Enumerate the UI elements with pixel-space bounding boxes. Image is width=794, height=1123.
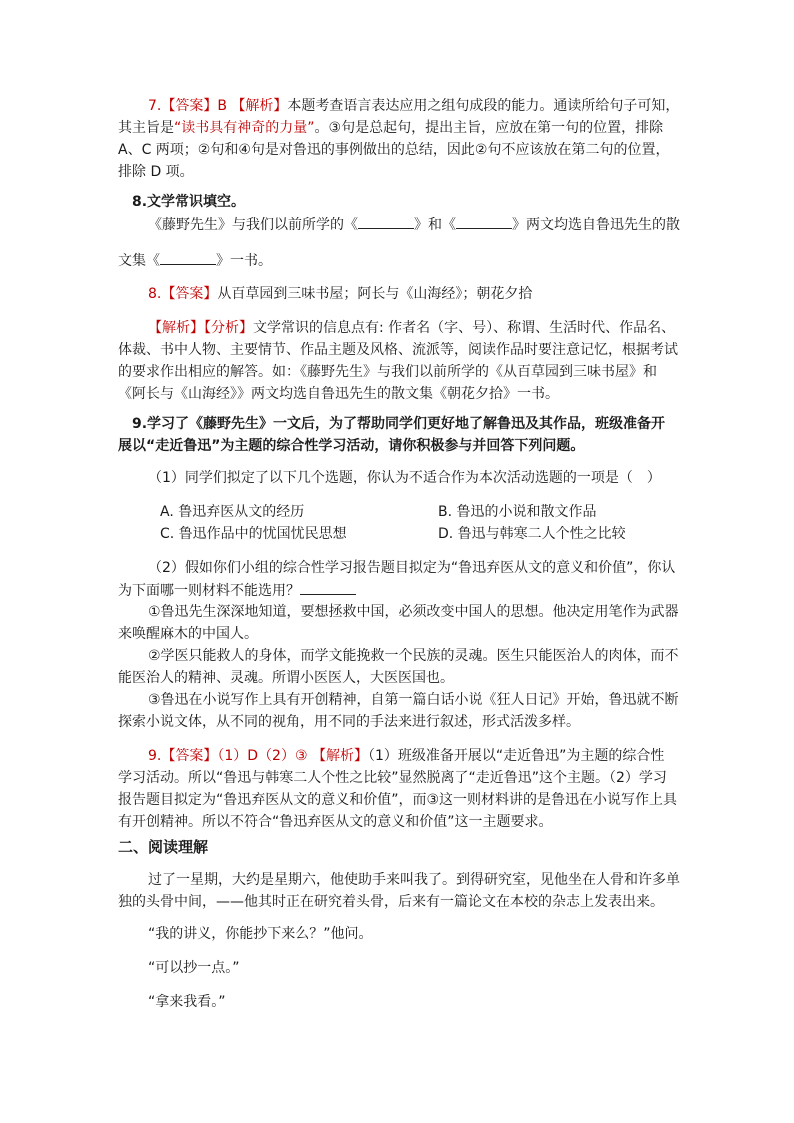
q9-material-2-line-2: 能医治人的精神、灵魂。所谓小医医人，大医医国也。 [118, 670, 454, 686]
q7-text-1: 本题考查语言表达应用之组句成段的能力。通读所给句子可知， [287, 98, 680, 114]
q9-analysis-line-4: 有开创精神。所以不符合“鲁迅弃医从文的意义和价值”这一主题要求。 [118, 814, 553, 830]
q8-analysis-line-1 [148, 318, 675, 338]
q8-text-1b: 》和《 [414, 217, 456, 233]
q9-sub2-text-2: 为下面哪一则材料不能选用？ [118, 583, 300, 599]
q8-analysis-text-1: 文学常识的信息点有: 作者名（字、号）、称谓、生活时代、作品名、 [253, 320, 676, 336]
q8-answer-label: 8.【答案】 [148, 286, 218, 302]
q7-line-1 [148, 96, 679, 116]
q8-blank-1[interactable] [358, 214, 414, 229]
q9-blank[interactable] [300, 580, 356, 595]
section-2-title: 二、阅读理解 [118, 838, 209, 856]
q9-answer-label: 9.【答案】（1）D（2）③ [148, 748, 308, 764]
q9-option-b[interactable]: B. 鲁迅的小说和散文作品 [438, 504, 597, 520]
q7-analysis-tag: 【解析】 [231, 98, 288, 114]
q7-answer-label: 7.【答案】B [148, 98, 227, 114]
q9-analysis-line-3: 报告题目拟定为“鲁迅弃医从文的意义和价值”，而③这一则材料讲的是鲁迅在小说写作上具 [118, 792, 678, 808]
q7-line-4: 排除 D 项。 [118, 164, 194, 180]
q8-text-1a: 《藤野先生》与我们以前所学的《 [148, 217, 358, 233]
q8-analysis-tags: 【解析】【分析】 [148, 320, 253, 336]
q9-material-2-line-1: ②学医只能救人的身体，而学文能挽救一个民族的灵魂。医生只能医治人的肉体，而不 [148, 648, 679, 664]
q9-sub2-line-2 [118, 580, 356, 601]
q9-title-line-2: 展以“走近鲁迅”为主题的综合性学习活动，请你积极参与并回答下列问题。 [118, 438, 585, 454]
q8-blank-3[interactable] [160, 250, 216, 265]
passage-p1-line-2: 独的头骨中间，——他其时正在研究着头骨，后来有一篇论文在本校的杂志上发表出来。 [118, 894, 664, 910]
q8-analysis-line-4: 《阿长与《山海经》》两文均选自鲁迅先生的散文集《朝花夕拾》一书。 [118, 386, 559, 402]
q9-material-3-line-2: 探索小说文体，从不同的视角，用不同的手法来进行叙述，形式活泼多样。 [118, 714, 580, 730]
q9-answer-line-1 [148, 746, 664, 766]
q8-text-2b: 》一书。 [216, 253, 272, 269]
q9-sub1: （1）同学们拟定了以下几个选题，你认为不适合作为本次活动选题的一项是（ ） [148, 470, 661, 486]
passage-p2: “我的讲义，你能抄下来么？”他问。 [148, 926, 373, 942]
q8-text-1c: 》两文均选自鲁迅先生的散 [512, 217, 680, 233]
q9-material-1-line-2: 来唤醒麻木的中国人。 [118, 626, 258, 642]
q9-option-c[interactable]: C. 鲁迅作品中的忧国忧民思想 [160, 526, 347, 542]
q9-material-1-line-1: ①鲁迅先生深深地知道，要想拯救中国，必须改变中国人的思想。他决定用笔作为武器 [148, 604, 679, 620]
q9-title-line-1: 9.学习了《藤野先生》一文后，为了帮助同学们更好地了解鲁迅及其作品，班级准备开 [132, 416, 666, 432]
q8-line-2 [118, 250, 272, 271]
q7-line-2 [118, 118, 663, 138]
passage-p1-line-1: 过了一星期，大约是星期六，他使助手来叫我了。到得研究室，见他坐在人骨和许多单 [148, 872, 680, 888]
q8-text-2a: 文集《 [118, 253, 160, 269]
q9-analysis-tag: 【解析】 [311, 748, 368, 764]
q8-title: 8.文学常识填空。 [132, 194, 246, 210]
q7-text-2b: 。③句是总起句，提出主旨，应放在第一句的位置，排除 [314, 120, 664, 136]
q8-line-1 [148, 214, 680, 235]
passage-p3: “可以抄一点。” [148, 960, 240, 976]
q9-analysis-line-2: 学习活动。所以“鲁迅与韩寒二人个性之比较”显然脱离了“走近鲁迅”这个主题。（2）学习 [118, 770, 667, 786]
q7-text-2a: 其主旨是 [118, 120, 174, 136]
passage-p4: “拿来我看。” [148, 994, 226, 1010]
q8-answer-text: 从百草园到三味书屋；阿长与《山海经》；朝花夕拾 [217, 286, 533, 302]
q8-blank-2[interactable] [456, 214, 512, 229]
q9-material-3-line-1: ③鲁迅在小说写作上具有开创精神，自第一篇白话小说《狂人日记》开始，鲁迅就不断 [148, 692, 679, 708]
q8-analysis-line-2: 体裁、书中人物、主要情节、作品主题及风格、流派等，阅读作品时要注意记忆，根据考试 [118, 342, 678, 358]
q9-sub2-line-1: （2）假如你们小组的综合性学习报告题目拟定为“鲁迅弃医从文的意义和价值”，你认 [148, 560, 676, 576]
q8-analysis-line-3: 的要求作出相应的解答。如：《藤野先生》与我们以前所学的《从百草园到三味书屋》和 [118, 364, 657, 380]
q9-option-d[interactable]: D. 鲁迅与韩寒二人个性之比较 [438, 526, 626, 542]
q9-option-a[interactable]: A. 鲁迅弃医从文的经历 [160, 504, 305, 520]
q8-answer [148, 284, 532, 304]
q9-analysis-text-1: （1）班级准备开展以“走近鲁迅”为主题的综合性 [367, 748, 665, 764]
q7-line-3: A、C 两项；②句和④句是对鲁迅的事例做出的总结，因此②句不应该放在第二句的位置， [118, 142, 670, 158]
q7-main-idea-quote: “读书具有神奇的力量” [174, 120, 315, 136]
